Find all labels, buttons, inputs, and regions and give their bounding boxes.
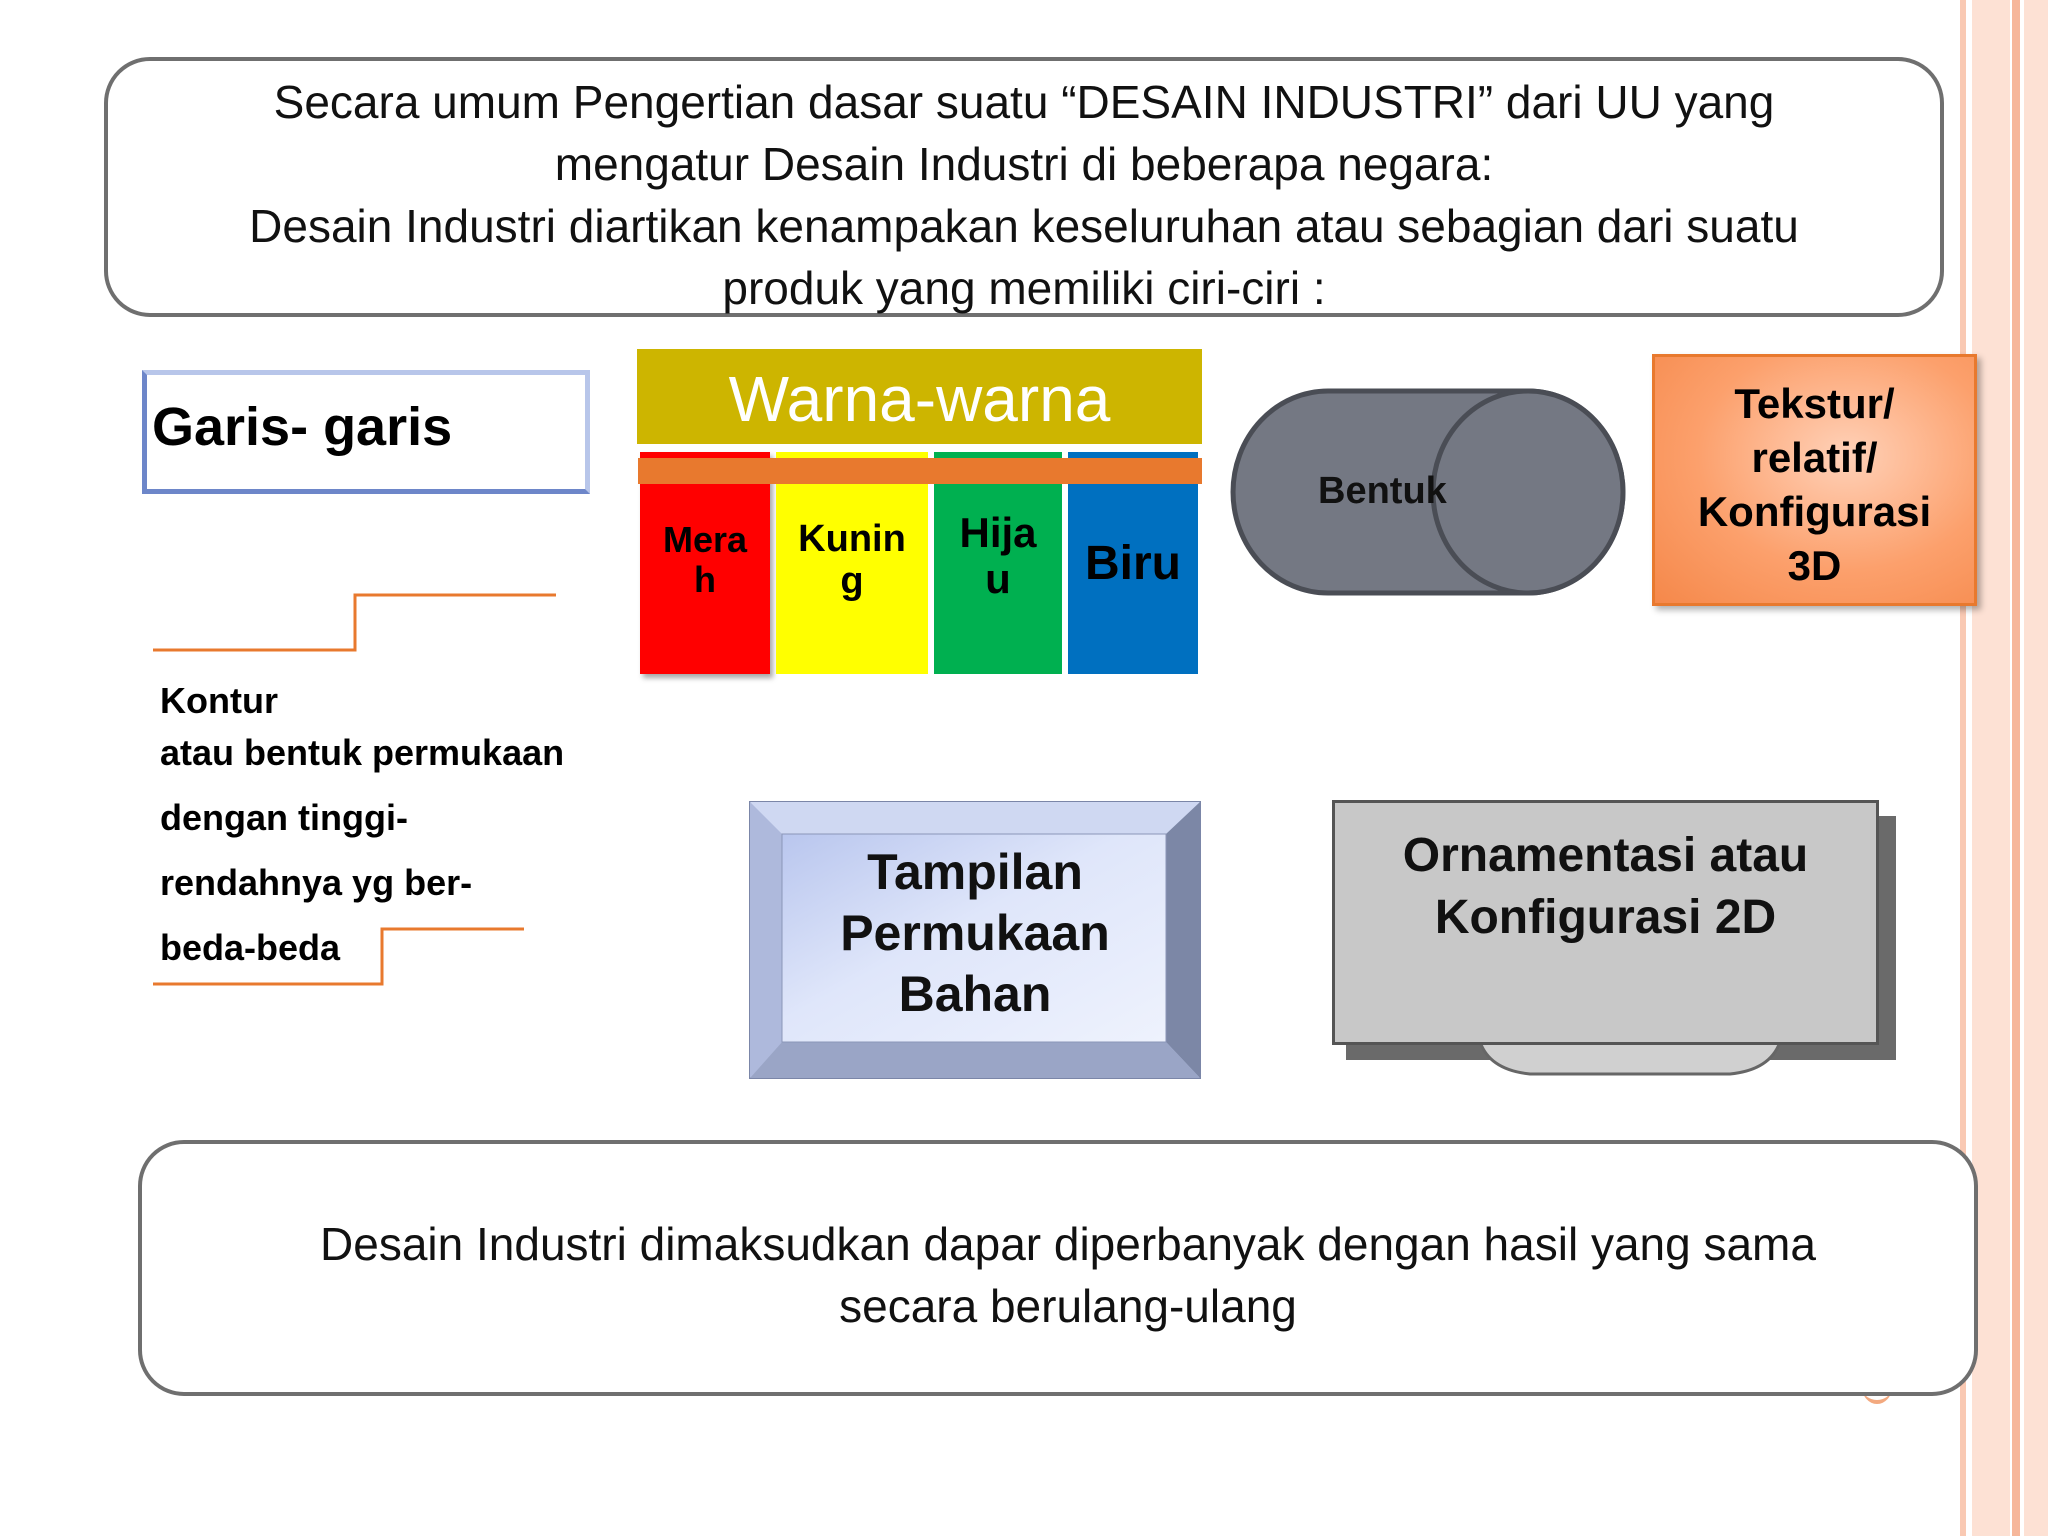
color-red <box>640 452 770 674</box>
kontur-line: rendahnya yg ber- <box>160 862 473 903</box>
warna-header: Warna-warna <box>637 349 1202 444</box>
color-yellow-label-cont: g <box>840 560 864 602</box>
footer-line: secara berulang-ulang <box>839 1280 1297 1332</box>
tekstur-line: 3D <box>1787 542 1842 589</box>
ornamen-box <box>1332 800 1879 1045</box>
color-blue-label: Biru <box>1085 537 1181 590</box>
intro-line: produk yang memiliki ciri-ciri : <box>722 262 1326 314</box>
kontur-line: Kontur <box>160 680 278 721</box>
color-green <box>934 452 1062 674</box>
step-line-upper <box>153 595 556 650</box>
footer-box <box>138 1140 1978 1396</box>
color-yellow-label: Kunin <box>798 518 906 560</box>
color-red-label: Mera <box>662 519 748 560</box>
tekstur-line: Tekstur/ <box>1734 380 1895 427</box>
kontur-text <box>160 668 564 980</box>
intro-line: Secara umum Pengertian dasar suatu “DESAIN INDUSTRI” dari UU yang <box>273 76 1775 128</box>
tampilan-text <box>780 842 1170 1025</box>
tampilan-line: Tampilan <box>867 844 1083 900</box>
warna-orange-bar <box>638 458 1202 484</box>
garis-label: Garis- garis <box>152 397 453 457</box>
color-blue <box>1068 452 1198 674</box>
kontur-line: atau bentuk permukaan <box>160 732 565 773</box>
color-red-label-cont: h <box>694 559 716 600</box>
ornamen-line: Konfigurasi 2D <box>1434 891 1777 944</box>
decor-stripe <box>2024 0 2048 1536</box>
ornamen-line: Ornamentasi atau <box>1402 829 1809 882</box>
tampilan-line: Bahan <box>898 966 1052 1022</box>
tampilan-line: Permukaan <box>840 905 1110 961</box>
tekstur-box <box>1652 354 1977 606</box>
color-green-label: Hija <box>959 509 1037 556</box>
intro-line: Desain Industri diartikan kenampakan keseluruhan atau sebagian dari suatu <box>249 200 1799 252</box>
intro-line: mengatur Desain Industri di beberapa negara: <box>554 138 1494 190</box>
bentuk-label: Bentuk <box>1318 470 1447 512</box>
kontur-line: dengan tinggi- <box>160 797 408 838</box>
decor-stripe <box>2012 0 2020 1536</box>
footer-line: Desain Industri dimaksudkan dapar diperbanyak dengan hasil yang sama <box>320 1218 1816 1270</box>
tekstur-line: relatif/ <box>1751 434 1878 481</box>
color-green-label-cont: u <box>985 555 1011 602</box>
color-yellow <box>776 452 928 674</box>
kontur-line: beda-beda <box>160 927 341 968</box>
tekstur-line: Konfigurasi <box>1697 488 1932 535</box>
